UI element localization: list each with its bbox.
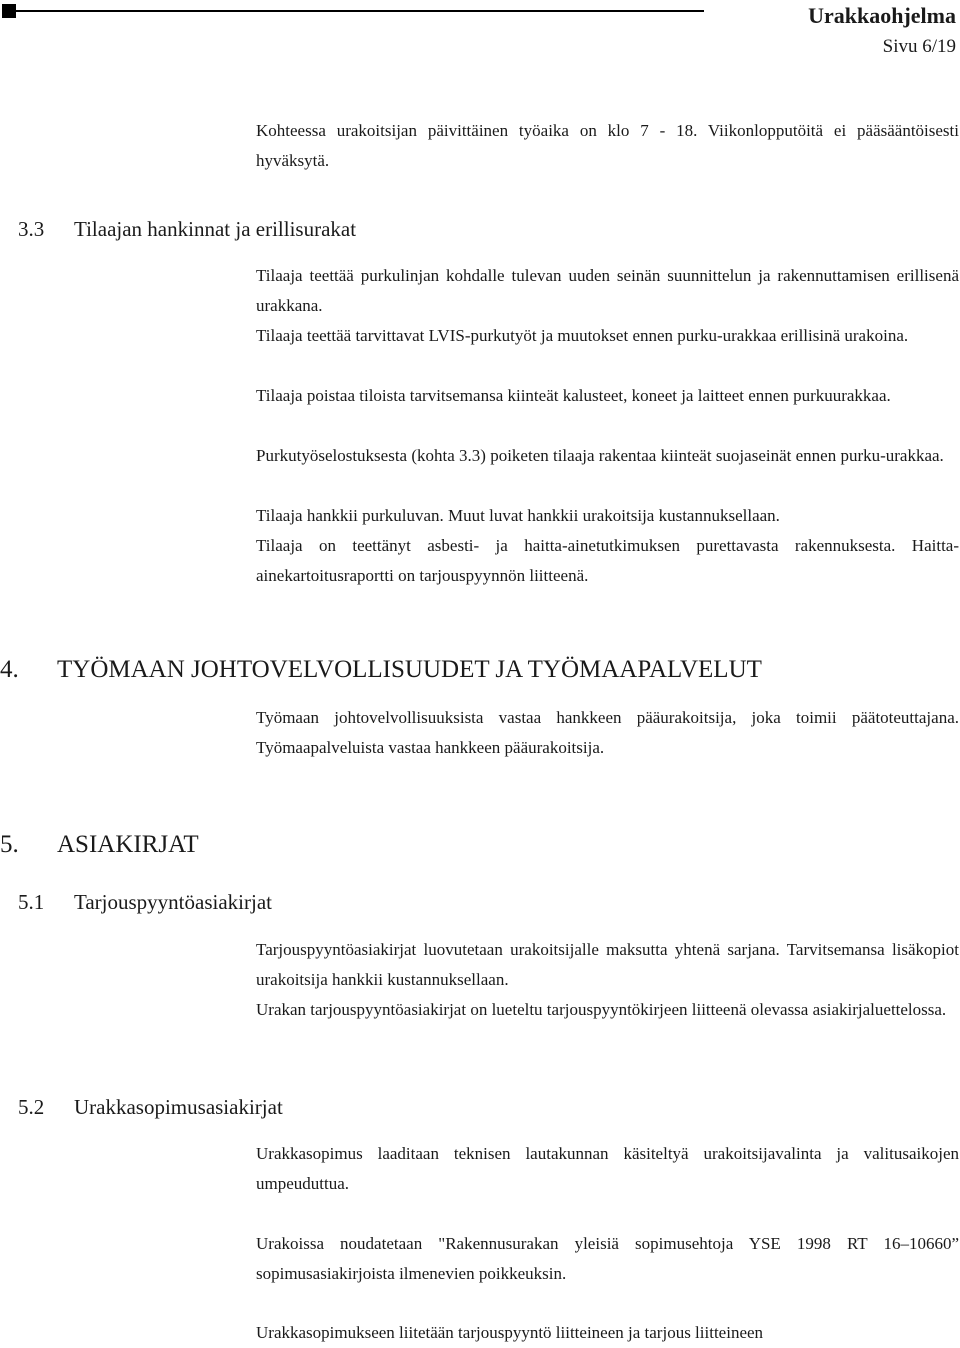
paragraph-3-3-1: Tilaaja teettää purkulinjan kohdalle tulevan uuden seinän suunnittelun ja rakennuttamisen erillisenä urakkana. [256, 266, 959, 315]
paragraph-3-3-2: Tilaaja teettää tarvittavat LVIS-purkutyöt ja muutokset ennen purku-urakkaa erillisinä urakoina. [256, 326, 909, 345]
section-number: 5. [0, 831, 19, 858]
paragraph-5-2-3: Urakkasopimukseen liitetään tarjouspyyntö liitteineen ja tarjous liitteineen [256, 1323, 764, 1342]
section-number: 5.1 [18, 890, 45, 914]
header-rule [16, 10, 704, 12]
paragraph-4-1: Työmaan johtovelvollisuuksista vastaa hankkeen pääurakoitsija, joka toimii päätoteuttajana. Työmaapalveluista vastaa hankkeen pääurakoitsija. [256, 708, 959, 757]
section-title: Tilaajan hankinnat ja erillisurakat [74, 217, 357, 241]
page-number: Sivu 6/19 [882, 36, 956, 57]
section-number: 4. [0, 656, 19, 683]
document-title: Urakkaohjelma [808, 3, 956, 28]
paragraph-5-2-2: Urakoissa noudatetaan "Rakennusurakan yleisiä sopimusehtoja YSE 1998 RT 16–10660” sopimusasiakirjoista ilmenevien poikkeuksin. [256, 1234, 959, 1283]
section-heading-5-1 [18, 890, 272, 915]
paragraph-5-2-1: Urakkasopimus laaditaan teknisen lautakunnan käsiteltyä urakoitsijavalinta ja valitusaikojen umpeuduttua. [256, 1144, 959, 1193]
section-heading-3-3 [18, 217, 356, 242]
paragraph-3-3-4: Purkutyöselostuksesta (kohta 3.3) poiketen tilaaja rakentaa kiinteät suojaseinät ennen purku-urakkaa. [256, 446, 944, 465]
section-heading-5-2 [18, 1095, 283, 1120]
section-title: TYÖMAAN JOHTOVELVOLLISUUDET JA TYÖMAAPALVELUT [57, 656, 762, 683]
paragraph-5-1-2: Urakan tarjouspyyntöasiakirjat on lueteltu tarjouspyyntökirjeen liitteenä olevassa asiakirjaluettelossa. [256, 1000, 947, 1019]
section-number: 5.2 [18, 1095, 45, 1119]
section-heading-5 [0, 831, 199, 859]
section-heading-4 [0, 656, 762, 684]
paragraph-3-3-5: Tilaaja hankkii purkuluvan. Muut luvat hankkii urakoitsija kustannuksellaan. [256, 506, 780, 525]
paragraph-3-3-6: Tilaaja on teettänyt asbesti- ja haitta-ainetutkimuksen purettavasta rakennuksesta. Haitta-ainekartoitusraportti on tarjouspyynnön liitteenä. [256, 536, 959, 585]
section-number: 3.3 [18, 217, 45, 241]
paragraph-5-1-1: Tarjouspyyntöasiakirjat luovutetaan urakoitsijalle maksutta yhtenä sarjana. Tarvitsemansa lisäkopiot urakoitsija hankkii kustannuksellaan. [256, 940, 959, 989]
header-square-marker [2, 4, 16, 18]
paragraph-3-3-3: Tilaaja poistaa tiloista tarvitsemansa kiinteät kalusteet, koneet ja laitteet ennen purkuurakkaa. [256, 386, 891, 405]
section-title: Tarjouspyyntöasiakirjat [74, 890, 272, 914]
paragraph-worktime: Kohteessa urakoitsijan päivittäinen työaika on klo 7 - 18. Viikonlopputöitä ei pääsääntöisesti hyväksytä. [256, 121, 959, 170]
section-title: Urakkasopimusasiakirjat [74, 1095, 283, 1119]
section-title: ASIAKIRJAT [57, 831, 199, 858]
